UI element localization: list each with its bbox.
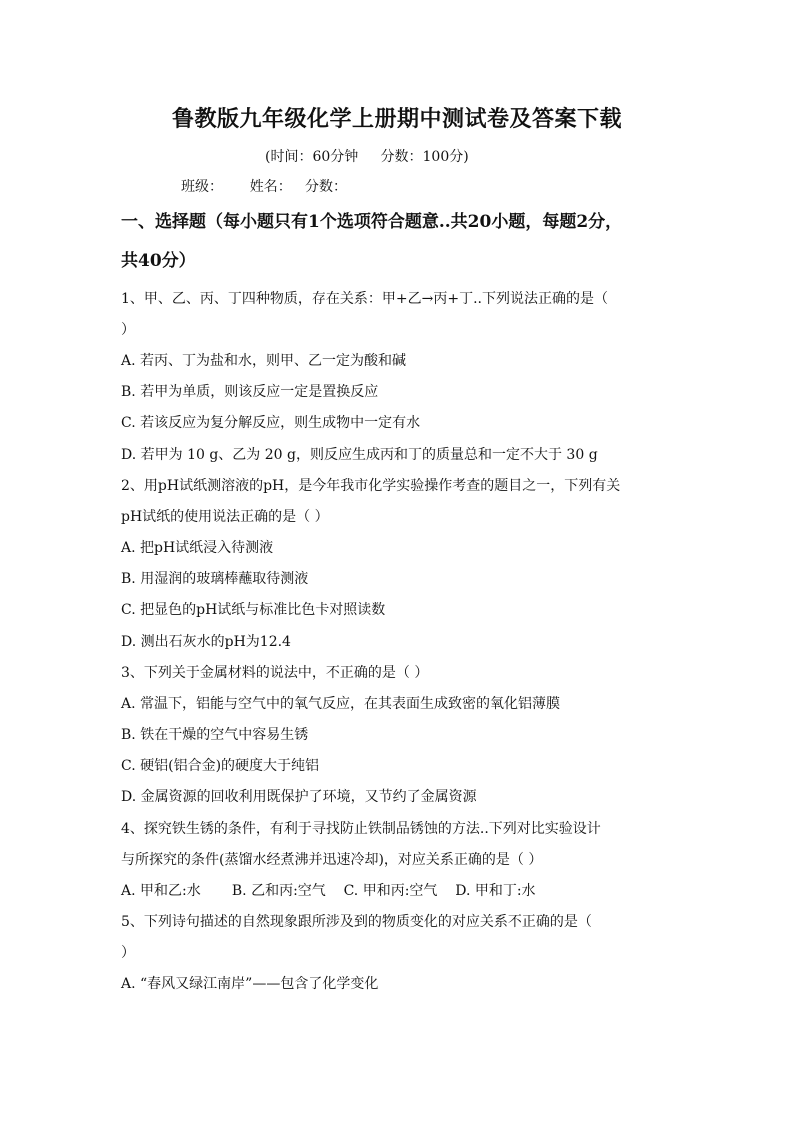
question-1-option-d: D. 若甲为 10 g、乙为 20 g，则反应生成丙和丁的质量总和一定不大于 30 g bbox=[121, 447, 598, 463]
question-5-stem: 5、下列诗句描述的自然现象跟所涉及到的物质变化的对应关系不正确的是（ bbox=[121, 914, 592, 930]
question-1-stem-cont: ） bbox=[121, 322, 135, 338]
question-4-stem-cont: 与所探究的条件(蒸馏水经煮沸并迅速冷却)，对应关系正确的是（ ） bbox=[121, 852, 543, 868]
question-2-option-b: B. 用湿润的玻璃棒蘸取待测液 bbox=[121, 571, 309, 587]
question-3-option-c: C. 硬铝(铝合金)的硬度大于纯铝 bbox=[121, 758, 320, 774]
question-1-option-b: B. 若甲为单质，则该反应一定是置换反应 bbox=[121, 384, 379, 400]
question-3-option-d: D. 金属资源的回收利用既保护了环境，又节约了金属资源 bbox=[121, 789, 477, 805]
question-4-stem: 4、探究铁生锈的条件，有利于寻找防止铁制品锈蚀的方法..下列对比实验设计 bbox=[121, 821, 601, 837]
question-1-option-a: A. 若丙、丁为盐和水，则甲、乙一定为酸和碱 bbox=[121, 353, 407, 369]
page-title: 鲁教版九年级化学上册期中测试卷及答案下载 bbox=[171, 106, 622, 132]
question-1-option-c: C. 若该反应为复分解反应，则生成物中一定有水 bbox=[121, 415, 421, 431]
question-1-stem: 1、甲、乙、丙、丁四种物质，存在关系：甲+乙→丙+丁..下列说法正确的是（ bbox=[121, 291, 608, 307]
question-2-stem-cont: pH试纸的使用说法正确的是（ ） bbox=[121, 509, 329, 525]
question-3-stem: 3、下列关于金属材料的说法中，不正确的是（ ） bbox=[121, 665, 429, 681]
student-info-line: 班级： 姓名： 分数： bbox=[181, 179, 348, 195]
exam-time-score: (时间：60分钟 分数：100分) bbox=[265, 149, 469, 165]
question-2-option-d: D. 测出石灰水的pH为12.4 bbox=[121, 634, 291, 650]
section-heading-line2: 共40分） bbox=[121, 251, 196, 271]
question-5-stem-cont: ） bbox=[121, 945, 135, 961]
question-2-option-c: C. 把显色的pH试纸与标准比色卡对照读数 bbox=[121, 602, 386, 618]
question-2-stem: 2、用pH试纸测溶液的pH，是今年我市化学实验操作考查的题目之一，下列有关 bbox=[121, 478, 621, 494]
question-3-option-a: A. 常温下，铝能与空气中的氧气反应，在其表面生成致密的氧化铝薄膜 bbox=[121, 696, 561, 712]
question-4-options: A. 甲和乙:水 B. 乙和丙:空气 C. 甲和丙:空气 D. 甲和丁:水 bbox=[121, 883, 536, 899]
question-2-option-a: A. 把pH试纸浸入待测液 bbox=[121, 540, 274, 556]
question-5-option-a: A. “春风又绿江南岸”——包含了化学变化 bbox=[121, 976, 379, 992]
question-3-option-b: B. 铁在干燥的空气中容易生锈 bbox=[121, 727, 309, 743]
section-heading-line1: 一、选择题（每小题只有1个选项符合题意..共20小题，每题2分， bbox=[121, 212, 623, 232]
